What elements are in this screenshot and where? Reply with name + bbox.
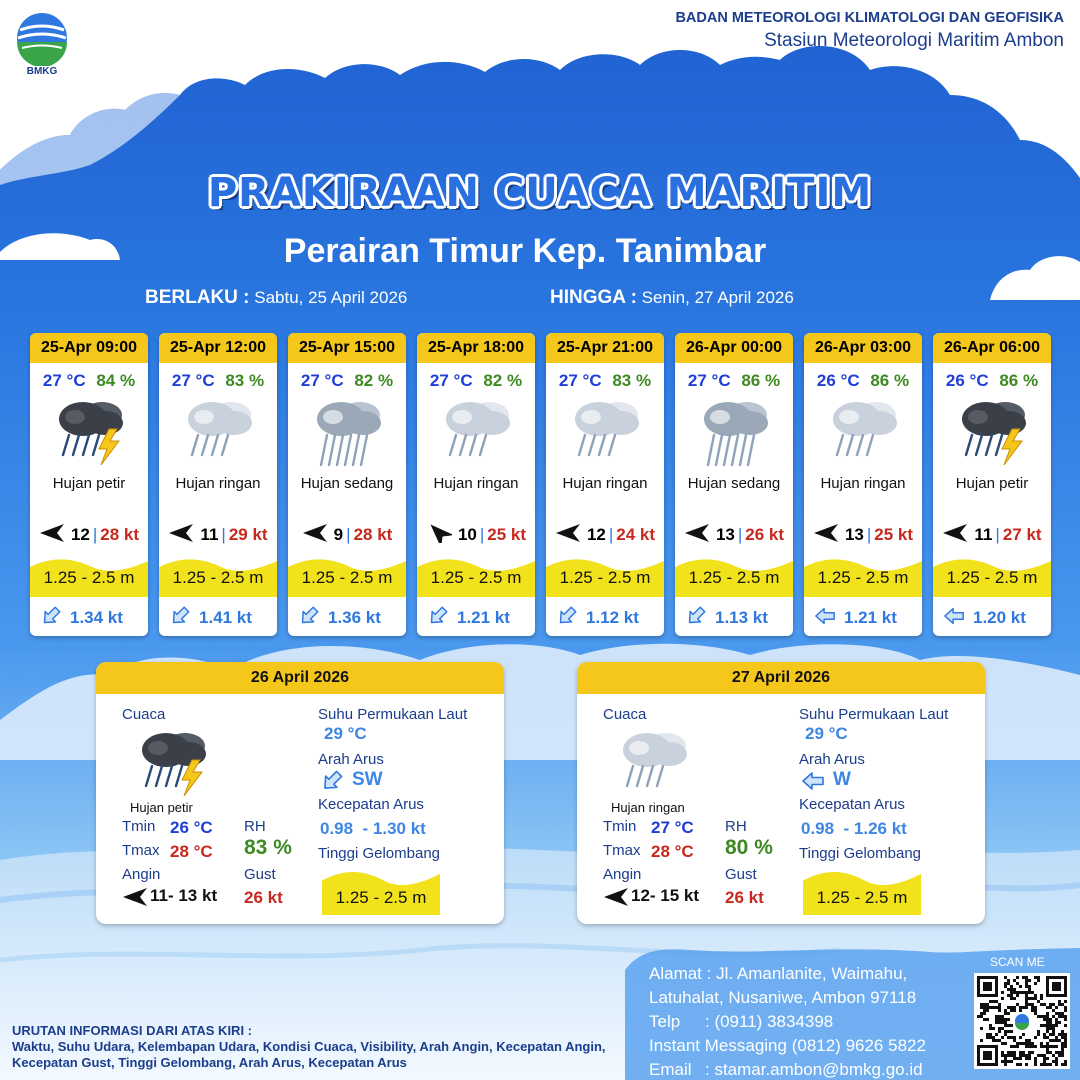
legend-title: URUTAN INFORMASI DARI ATAS KIRI : <box>12 1023 252 1038</box>
wave-height: 1.25 - 2.5 m <box>301 568 393 587</box>
current-southwest-arrow-icon <box>685 605 707 632</box>
humidity: 86 % <box>870 371 910 390</box>
forecast-time: 26-Apr 03:00 <box>804 333 922 363</box>
wave-height: 1.25 - 2.5 m <box>817 568 909 587</box>
humidity: 82 % <box>483 371 523 390</box>
email-row <box>649 1058 926 1080</box>
forecast-time: 25-Apr 09:00 <box>30 333 148 363</box>
current-west-arrow-icon <box>943 605 965 632</box>
address-value-1: Jl. Amanlanite, Waimahu, <box>716 964 908 983</box>
gust-speed: 25 kt <box>487 525 527 544</box>
current-speed: 1.21 kt <box>844 608 897 627</box>
sst-value: 29 °C <box>324 724 367 743</box>
tmax-value: 28 °C <box>170 842 213 861</box>
wave-height: 1.25 - 2.5 m <box>816 888 908 907</box>
wind-row <box>159 523 277 545</box>
tmax-label: Tmax <box>122 842 160 859</box>
tmin-value: 26 °C <box>170 818 213 837</box>
wave-height-box <box>417 555 535 597</box>
daily-summary-panel <box>577 662 985 924</box>
daily-weather: Hujan petir <box>130 800 193 815</box>
forecast-card <box>417 333 535 636</box>
wind-speed: 11 <box>974 525 993 544</box>
weather-label: Cuaca <box>603 706 647 723</box>
agency-header <box>675 10 1064 52</box>
air-temperature: 27 °C <box>687 371 731 390</box>
daily-date: 27 April 2026 <box>577 662 985 694</box>
weather-condition: Hujan ringan <box>175 475 261 492</box>
gust-speed: 26 kt <box>745 525 785 544</box>
wind-arrow-west-icon <box>302 523 328 548</box>
forecast-card <box>675 333 793 636</box>
forecast-time: 25-Apr 12:00 <box>159 333 277 363</box>
current-west-arrow-icon <box>801 769 825 798</box>
wind-speed: 13 <box>715 525 735 544</box>
from-label: BERLAKU : <box>145 287 250 308</box>
wind-separator: | <box>608 525 614 544</box>
wind-row <box>417 523 535 545</box>
gust-speed: 28 kt <box>100 525 140 544</box>
wave-height-box <box>675 555 793 597</box>
current-speed: 1.36 kt <box>328 608 381 627</box>
wind-separator: | <box>346 525 351 544</box>
tmin-label: Tmin <box>603 818 637 835</box>
sst-label: Suhu Permukaan Laut <box>799 706 949 723</box>
wind-separator: | <box>92 525 98 544</box>
light-rain-icon <box>563 395 647 469</box>
current-speed-label: Kecepatan Arus <box>799 796 905 813</box>
wind-arrow-west-icon <box>39 523 65 548</box>
bmkg-logo-icon <box>14 10 70 66</box>
forecast-card <box>159 333 277 636</box>
wind-row <box>30 523 148 545</box>
wind-range: 12- 15 kt <box>631 886 700 905</box>
thunderstorm-icon <box>47 395 131 469</box>
air-temperature: 26 °C <box>945 371 989 390</box>
wave-label: Tinggi Gelombang <box>318 845 441 862</box>
current-southwest-arrow-icon <box>556 605 578 632</box>
current-dir: SW <box>352 769 383 790</box>
weather-condition: Hujan petir <box>52 475 126 492</box>
gust-value: 26 kt <box>725 888 764 907</box>
gust-speed: 24 kt <box>616 525 656 544</box>
daily-weather: Hujan ringan <box>611 800 685 815</box>
gust-speed: 28 kt <box>353 525 393 544</box>
phone-row <box>649 1010 926 1034</box>
station-name: Stasiun Meteorologi Maritim Ambon <box>764 30 1064 51</box>
thunderstorm-icon <box>950 395 1034 469</box>
wind-separator: | <box>737 525 743 544</box>
contact-info <box>649 962 926 1080</box>
forecast-card <box>288 333 406 636</box>
wind-row <box>804 523 922 545</box>
wave-height: 1.25 - 2.5 m <box>688 568 780 587</box>
legend-body: Waktu, Suhu Udara, Kelembapan Udara, Kondisi Cuaca, Visibility, Arah Angin, Kecepatan Angin, Kecepatan Gust, Tinggi Gelombang, Arah Arus, Kecepatan Arus <box>12 1039 606 1070</box>
weather-condition: Hujan sedang <box>300 475 394 492</box>
forecast-time: 26-Apr 00:00 <box>675 333 793 363</box>
wind-arrow-west-icon <box>122 887 148 912</box>
current-row <box>30 605 148 632</box>
current-row <box>804 605 922 632</box>
current-southwest-arrow-icon <box>320 769 344 798</box>
humidity: 83 % <box>612 371 652 390</box>
current-southwest-arrow-icon <box>169 605 191 632</box>
rh-label: RH <box>244 818 266 835</box>
temp-rh-row <box>675 371 793 391</box>
forecast-card <box>933 333 1051 636</box>
wave-height-box <box>804 555 922 597</box>
from-value: Sabtu, 25 April 2026 <box>254 288 408 307</box>
current-row <box>546 605 664 632</box>
air-temperature: 27 °C <box>300 371 344 390</box>
wind-range: 11- 13 kt <box>150 886 218 905</box>
current-speed: 1.41 kt <box>199 608 252 627</box>
wave-height-box <box>933 555 1051 597</box>
tmin-value: 27 °C <box>651 818 694 837</box>
gust-label: Gust <box>244 866 276 883</box>
air-temperature: 27 °C <box>171 371 215 390</box>
weather-condition: Hujan ringan <box>562 475 648 492</box>
humidity: 84 % <box>96 371 136 390</box>
wave-height: 1.25 - 2.5 m <box>43 568 135 587</box>
light-rain-icon <box>176 395 260 469</box>
im-row <box>649 1034 926 1058</box>
email-label: Email <box>649 1060 692 1079</box>
current-southwest-arrow-icon <box>427 605 449 632</box>
air-temperature: 27 °C <box>558 371 602 390</box>
temp-rh-row <box>159 371 277 391</box>
wind-speed: 12 <box>70 525 90 544</box>
temp-rh-row <box>804 371 922 391</box>
current-speed: 1.21 kt <box>457 608 510 627</box>
address-line-2: Latuhalat, Nusaniwe, Ambon 97118 <box>649 988 917 1007</box>
current-speed-range: 0.98 - 1.30 kt <box>320 819 426 838</box>
current-speed: 1.20 kt <box>973 608 1026 627</box>
forecast-card <box>30 333 148 636</box>
page-title: PRAKIRAAN CUACA MARITIM <box>207 170 873 216</box>
temp-rh-row <box>30 371 148 391</box>
humidity: 82 % <box>354 371 394 390</box>
current-row <box>417 605 535 632</box>
wind-speed: 10 <box>457 525 477 544</box>
daily-date: 26 April 2026 <box>96 662 504 694</box>
weather-condition: Hujan sedang <box>687 475 781 492</box>
phone-value: : (0911) 3834398 <box>705 1012 834 1031</box>
bmkg-logo <box>14 10 70 80</box>
wind-row <box>933 523 1051 545</box>
wind-speed: 11 <box>200 525 219 544</box>
rh-value: 80 % <box>725 836 773 859</box>
weather-condition: Hujan petir <box>955 475 1029 492</box>
wind-row <box>546 523 664 545</box>
current-row <box>933 605 1051 632</box>
wind-arrow-west-icon <box>555 523 581 548</box>
rh-value: 83 % <box>244 836 292 859</box>
gust-speed: 25 kt <box>874 525 914 544</box>
gust-value: 26 kt <box>244 888 283 907</box>
air-temperature: 26 °C <box>816 371 860 390</box>
im-label: Instant Messaging <box>649 1036 787 1055</box>
wind-separator: | <box>221 525 226 544</box>
wave-height-box <box>546 555 664 597</box>
moderate-rain-icon <box>305 395 389 469</box>
forecast-card <box>546 333 664 636</box>
current-speed-label: Kecepatan Arus <box>318 796 424 813</box>
wind-separator: | <box>995 525 1000 544</box>
forecast-time: 26-Apr 06:00 <box>933 333 1051 363</box>
current-west-arrow-icon <box>814 605 836 632</box>
logo-text: BMKG <box>26 66 58 77</box>
light-rain-icon <box>611 726 695 805</box>
phone-label: Telp <box>649 1012 681 1031</box>
wave-height-box <box>30 555 148 597</box>
wind-arrow-west-icon <box>942 523 968 548</box>
daily-summary-panel <box>96 662 504 924</box>
temp-rh-row <box>288 371 406 391</box>
address-label: Alamat : <box>649 964 712 983</box>
wave-height-box <box>159 555 277 597</box>
wind-arrow-northwest-icon <box>426 523 452 548</box>
to-value: Senin, 27 April 2026 <box>641 288 794 307</box>
rh-label: RH <box>725 818 747 835</box>
wave-height: 1.25 - 2.5 m <box>559 568 651 587</box>
tmax-label: Tmax <box>603 842 641 859</box>
wave-height: 1.25 - 2.5 m <box>172 568 264 587</box>
current-southwest-arrow-icon <box>40 605 62 632</box>
forecast-time: 25-Apr 21:00 <box>546 333 664 363</box>
current-speed: 1.13 kt <box>715 608 768 627</box>
light-rain-icon <box>434 395 518 469</box>
wave-label: Tinggi Gelombang <box>799 845 922 862</box>
air-temperature: 27 °C <box>429 371 473 390</box>
wind-row <box>675 523 793 545</box>
tmin-label: Tmin <box>122 818 156 835</box>
address-line-1 <box>649 962 926 986</box>
weather-condition: Hujan ringan <box>820 475 906 492</box>
wind-label: Angin <box>122 866 161 883</box>
qr-code[interactable] <box>974 973 1070 1069</box>
wind-label: Angin <box>603 866 642 883</box>
current-southwest-arrow-icon <box>298 605 320 632</box>
validity-from <box>145 287 407 309</box>
im-value: (0812) 9626 5822 <box>791 1036 926 1055</box>
weather-condition: Hujan ringan <box>433 475 519 492</box>
wind-separator: | <box>866 525 872 544</box>
humidity: 86 % <box>999 371 1039 390</box>
wind-arrow-west-icon <box>603 887 629 912</box>
weather-label: Cuaca <box>122 706 166 723</box>
tmax-value: 28 °C <box>651 842 694 861</box>
wind-separator: | <box>479 525 485 544</box>
forecast-card <box>804 333 922 636</box>
sst-label: Suhu Permukaan Laut <box>318 706 468 723</box>
current-dir-label: Arah Arus <box>799 751 865 768</box>
wind-arrow-west-icon <box>684 523 710 548</box>
light-rain-icon <box>821 395 905 469</box>
current-row <box>159 605 277 632</box>
wave-height: 1.25 - 2.5 m <box>335 888 427 907</box>
gust-label: Gust <box>725 866 757 883</box>
current-dir: W <box>833 769 851 790</box>
to-label: HINGGA : <box>550 287 637 308</box>
thunderstorm-icon <box>130 726 214 805</box>
sst-value: 29 °C <box>805 724 848 743</box>
current-speed: 1.34 kt <box>70 608 123 627</box>
current-row <box>288 605 406 632</box>
wind-speed: 13 <box>844 525 864 544</box>
wind-arrow-west-icon <box>813 523 839 548</box>
scan-me-label: SCAN ME <box>990 955 1045 969</box>
gust-speed: 29 kt <box>228 525 268 544</box>
moderate-rain-icon <box>692 395 776 469</box>
current-speed: 1.12 kt <box>586 608 639 627</box>
wind-speed: 12 <box>586 525 606 544</box>
wind-row <box>288 523 406 545</box>
wave-height-box <box>288 555 406 597</box>
wind-speed: 9 <box>333 525 344 544</box>
temp-rh-row <box>546 371 664 391</box>
temp-rh-row <box>933 371 1051 391</box>
agency-name: BADAN METEOROLOGI KLIMATOLOGI DAN GEOFISIKA <box>675 10 1064 26</box>
email-value: : stamar.ambon@bmkg.go.id <box>705 1060 923 1079</box>
wind-arrow-west-icon <box>168 523 194 548</box>
current-dir-label: Arah Arus <box>318 751 384 768</box>
gust-speed: 27 kt <box>1002 525 1042 544</box>
air-temperature: 27 °C <box>42 371 86 390</box>
forecast-time: 25-Apr 18:00 <box>417 333 535 363</box>
validity-to <box>550 287 794 309</box>
wave-height: 1.25 - 2.5 m <box>946 568 1038 587</box>
current-speed-range: 0.98 - 1.26 kt <box>801 819 907 838</box>
area-subtitle: Perairan Timur Kep. Tanimbar <box>283 232 767 270</box>
wave-height: 1.25 - 2.5 m <box>430 568 522 587</box>
humidity: 86 % <box>741 371 781 390</box>
forecast-cards <box>30 333 1050 636</box>
forecast-time: 25-Apr 15:00 <box>288 333 406 363</box>
current-row <box>675 605 793 632</box>
humidity: 83 % <box>225 371 265 390</box>
temp-rh-row <box>417 371 535 391</box>
